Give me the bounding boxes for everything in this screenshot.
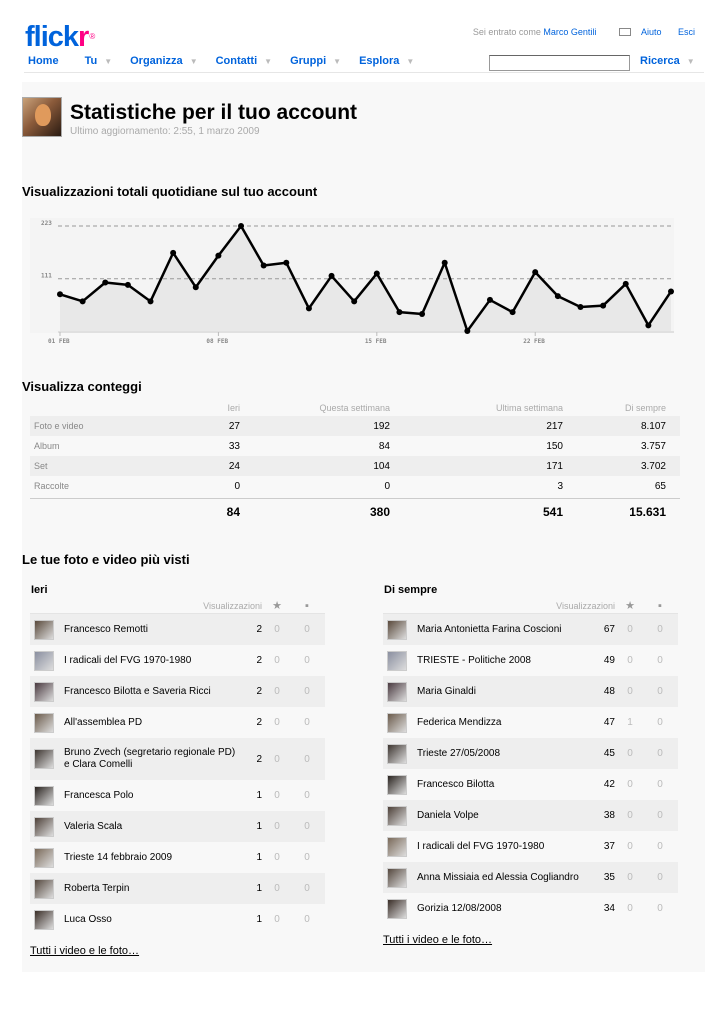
counts-cell: 171 [546,460,563,472]
list-item[interactable] [383,893,678,924]
comments-count: 0 [657,841,663,852]
chart-y-tick-label: 111 [41,272,52,280]
photo-title[interactable]: Valeria Scala [64,820,123,832]
logo-accent: r [78,21,89,53]
comment-icon: ▪ [658,599,662,612]
favorites-count: 0 [274,624,280,635]
chart-data-point [374,271,380,277]
counts-header-yesterday: Ieri [227,403,240,413]
comments-count: 0 [304,624,310,635]
photo-thumbnail[interactable] [387,806,407,826]
chart-data-point [148,298,154,304]
photo-title[interactable]: Luca Osso [64,913,112,925]
views-count: 2 [256,624,262,635]
comments-count: 0 [657,903,663,914]
photo-title[interactable]: I radicali del FVG 1970-1980 [417,840,545,852]
nav-you-label: Tu [84,55,98,67]
comments-count: 0 [657,810,663,821]
photo-thumbnail[interactable] [387,899,407,919]
user-name-link[interactable]: Marco Gentili [543,27,597,37]
avatar[interactable] [22,97,62,137]
photo-thumbnail[interactable] [387,868,407,888]
photo-thumbnail[interactable] [387,744,407,764]
list-item[interactable] [30,780,325,811]
account-bar [473,27,695,37]
list-item[interactable] [383,831,678,862]
list-header [383,598,678,614]
photo-title[interactable]: I radicali del FVG 1970-1980 [64,654,192,666]
counts-cell: 8.107 [640,420,666,432]
photo-thumbnail[interactable] [34,879,54,899]
photo-title[interactable]: Anna Missiaia ed Alessia Cogliandro [417,871,579,883]
comments-count: 0 [657,717,663,728]
nav-home[interactable] [28,55,59,67]
views-count: 35 [603,872,615,883]
favorites-count: 0 [274,655,280,666]
list-title: Ieri [31,584,48,596]
favorites-count: 1 [627,717,633,728]
comments-count: 0 [304,821,310,832]
photo-thumbnail[interactable] [34,786,54,806]
counts-cell: 65 [654,480,666,492]
chart-data-point [600,303,606,309]
favorites-count: 0 [627,624,633,635]
comments-count: 0 [657,686,663,697]
page-title: Statistiche per il tuo account [70,101,358,124]
counts-cell: 84 [378,440,390,452]
chart-data-point [215,253,221,259]
main-nav [28,55,432,67]
chart-data-point [419,311,425,317]
list-title: Di sempre [384,584,438,596]
search-button-label: Ricerca [640,55,680,67]
photo-thumbnail[interactable] [34,910,54,930]
photo-thumbnail[interactable] [387,620,407,640]
views-count: 34 [603,903,615,914]
photo-title[interactable]: Federica Mendizza [417,716,502,728]
comments-count: 0 [304,914,310,925]
favorites-count: 0 [627,748,633,759]
views-count: 2 [256,753,262,765]
views-count: 1 [256,914,262,925]
favorites-count: 0 [274,883,280,894]
counts-cell: 33 [228,440,240,452]
views-count: 42 [603,779,615,790]
nav-home-label: Home [28,55,59,67]
list-item[interactable] [383,676,678,707]
chart-data-point [170,250,176,256]
counts-row-photos [30,416,680,436]
list-item[interactable] [30,614,325,645]
nav-groups-label: Gruppi [290,55,327,67]
chart-data-point [577,304,583,310]
nav-explore-label: Esplora [359,55,400,67]
logo-trademark: ® [89,32,95,41]
chart-data-point [306,305,312,311]
photo-title[interactable]: Francesco Bilotta [417,778,495,790]
chart-data-point [510,309,516,315]
nav-organize[interactable] [130,55,198,67]
comments-count: 0 [657,779,663,790]
counts-total: 15.631 [629,504,666,519]
chart-y-tick-label: 223 [41,220,52,227]
favorites-count: 0 [627,655,633,666]
chart-data-point [442,260,448,266]
photo-title[interactable]: Maria Ginaldi [417,685,476,697]
list-item[interactable] [30,738,325,780]
photo-thumbnail[interactable] [34,749,54,769]
counts-cell: 150 [546,440,563,452]
section-top-title: Le tue foto e video più visti [22,552,190,567]
chart-data-point [623,281,629,287]
views-count: 67 [603,624,615,635]
chart-x-tick-label: 01 FEB [48,338,70,345]
photo-thumbnail[interactable] [34,682,54,702]
chevron-down-icon[interactable]: ▼ [333,56,342,66]
chevron-down-icon[interactable]: ▼ [104,56,113,66]
list-item[interactable] [30,873,325,904]
views-count: 2 [256,686,262,697]
counts-cell: 27 [228,420,240,432]
nav-you[interactable] [85,55,113,67]
views-count: 37 [603,841,615,852]
favorites-count: 0 [627,810,633,821]
photo-thumbnail[interactable] [387,713,407,733]
search-input[interactable] [489,55,630,71]
chart-data-point [238,223,244,229]
list-item[interactable] [383,738,678,769]
chart-data-point [351,298,357,304]
photo-thumbnail[interactable] [34,651,54,671]
nav-explore[interactable] [359,55,414,67]
chart-data-point [283,260,289,266]
nav-divider [24,72,704,73]
list-item[interactable] [383,645,678,676]
list-item[interactable] [30,904,325,935]
comments-count: 0 [304,790,310,801]
section-counts-title: Visualizza conteggi [22,379,142,394]
chevron-down-icon[interactable]: ▼ [264,56,273,66]
favorites-count: 0 [627,686,633,697]
photo-title[interactable]: Gorizia 12/08/2008 [417,902,502,914]
photo-thumbnail[interactable] [387,651,407,671]
list-item[interactable] [383,862,678,893]
photo-thumbnail[interactable] [387,837,407,857]
chart-data-point [487,297,493,303]
nav-organize-label: Organizza [130,55,183,67]
counts-table [30,400,680,524]
chevron-down-icon[interactable]: ▼ [686,56,695,66]
views-count: 38 [603,810,615,821]
favorites-count: 0 [274,821,280,832]
last-updated: Ultimo aggiornamento: 2:55, 1 marzo 2009 [70,126,260,137]
counts-total: 84 [226,504,240,519]
chart-data-point [125,282,131,288]
photo-title[interactable]: Roberta Terpin [64,882,130,894]
help-link[interactable]: Aiuto [640,27,662,37]
top-yesterday-list [30,584,325,957]
photo-title[interactable]: All'assemblea PD [64,716,143,728]
list-item[interactable] [383,614,678,645]
views-count: 1 [256,821,262,832]
list-item[interactable] [30,842,325,873]
photo-thumbnail[interactable] [34,620,54,640]
chart-data-point [80,298,86,304]
comments-count: 0 [304,655,310,666]
top-alltime-list [383,584,678,946]
counts-cell: 217 [546,420,563,432]
chart-x-tick-label: 15 FEB [364,338,387,345]
photo-thumbnail[interactable] [34,713,54,733]
counts-cell: 104 [373,460,390,472]
photo-title[interactable]: Francesca Polo [64,789,134,801]
views-count: 48 [603,686,615,697]
counts-total: 380 [369,504,390,519]
list-item[interactable] [30,707,325,738]
chart-data-point [102,280,108,286]
photo-title[interactable]: Francesco Remotti [64,623,148,635]
list-item[interactable] [30,645,325,676]
counts-total-row [30,498,680,524]
counts-row-collections [30,476,680,496]
photo-title[interactable]: Francesco Bilotta e Saveria Ricci [64,685,211,697]
list-item[interactable] [383,800,678,831]
comments-count: 0 [304,852,310,863]
list-item[interactable] [383,769,678,800]
views-count: 1 [256,852,262,863]
all-photos-link[interactable]: Tutti i video e le foto… [383,934,493,946]
counts-cell: 3.702 [640,460,666,472]
logo-text: flick [25,21,79,53]
views-count: 2 [256,717,262,728]
favorites-count: 0 [274,914,280,925]
photo-thumbnail[interactable] [34,848,54,868]
views-count: 2 [256,655,262,666]
avatar-face [35,104,51,126]
comments-count: 0 [657,655,663,666]
comments-count: 0 [304,883,310,894]
nav-contacts-label: Contatti [215,55,258,67]
views-column-label: Visualizzazioni [556,600,615,611]
counts-row-sets [30,456,680,476]
photo-title[interactable]: Maria Antonietta Farina Coscioni [417,623,562,635]
comments-count: 0 [657,748,663,759]
counts-row-label: Album [34,441,60,451]
chart-data-point [396,309,402,315]
counts-header-last-week: Ultima settimana [495,403,563,413]
daily-views-chart [30,212,680,352]
counts-header-row [30,400,680,416]
chart-data-point [261,263,267,269]
counts-row-label: Set [34,461,48,471]
favorites-count: 0 [274,790,280,801]
chart-svg [30,212,680,352]
counts-total: 541 [542,504,563,519]
counts-header-all-time: Di sempre [624,403,666,413]
logout-link[interactable]: Esci [677,27,695,37]
star-icon: ★ [272,600,282,612]
counts-header-this-week: Questa settimana [319,403,390,413]
chevron-down-icon[interactable]: ▼ [406,56,415,66]
counts-cell: 3 [557,480,563,492]
views-count: 45 [603,748,615,759]
views-count: 47 [603,717,615,728]
signed-in-label: Sei entrato come [472,27,541,37]
comments-count: 0 [657,624,663,635]
photo-title[interactable]: Trieste 27/05/2008 [417,747,501,759]
counts-row-label: Raccolte [34,481,70,491]
star-icon: ★ [625,600,635,612]
search-button[interactable] [640,55,695,67]
chart-data-point [668,288,674,294]
photo-thumbnail[interactable] [387,775,407,795]
counts-cell: 0 [384,480,390,492]
counts-cell: 192 [373,420,390,432]
chart-data-point [532,269,538,275]
chart-data-point [57,291,63,297]
views-count: 1 [256,883,262,894]
comments-count: 0 [304,753,310,765]
counts-row-label: Foto e video [34,421,84,431]
views-count: 1 [256,790,262,801]
chart-x-tick-label: 22 FEB [523,338,545,345]
chevron-down-icon[interactable]: ▼ [189,56,198,66]
photo-title[interactable]: TRIESTE - Politiche 2008 [417,654,531,666]
chart-x-tick-label: 08 FEB [206,338,229,345]
list-item[interactable] [30,811,325,842]
favorites-count: 0 [274,686,280,697]
favorites-count: 0 [627,779,633,790]
chart-data-point [193,284,199,290]
chart-data-point [645,322,651,328]
favorites-count: 0 [274,717,280,728]
section-daily-title: Visualizzazioni totali quotidiane sul tuo account [22,184,318,199]
counts-row-albums [30,436,680,456]
list-header [30,598,325,614]
nav-groups[interactable] [290,55,341,67]
favorites-count: 0 [627,903,633,914]
views-column-label: Visualizzazioni [203,600,262,611]
photo-title[interactable]: Bruno Zvech (segretario regionale PD) e Clara Comelli [64,747,236,770]
favorites-count: 0 [627,841,633,852]
chart-data-point [329,273,335,279]
comment-icon: ▪ [305,599,309,612]
photo-title[interactable]: Trieste 14 febbraio 2009 [64,851,173,863]
favorites-count: 0 [274,852,280,863]
counts-cell: 0 [234,480,240,492]
flickr-logo[interactable] [25,20,94,54]
comments-count: 0 [304,686,310,697]
comments-count: 0 [657,872,663,883]
list-item[interactable] [30,676,325,707]
chart-data-point [555,293,561,299]
chart-data-point [464,328,470,334]
favorites-count: 0 [274,753,280,765]
favorites-count: 0 [627,872,633,883]
views-count: 49 [603,655,615,666]
list-item[interactable] [383,707,678,738]
nav-contacts[interactable] [216,55,272,67]
counts-cell: 24 [228,460,240,472]
mail-icon[interactable] [619,28,631,36]
counts-cell: 3.757 [640,440,666,452]
photo-title[interactable]: Daniela Volpe [417,809,479,821]
all-photos-link[interactable]: Tutti i video e le foto… [30,945,140,957]
comments-count: 0 [304,717,310,728]
photo-thumbnail[interactable] [34,817,54,837]
photo-thumbnail[interactable] [387,682,407,702]
